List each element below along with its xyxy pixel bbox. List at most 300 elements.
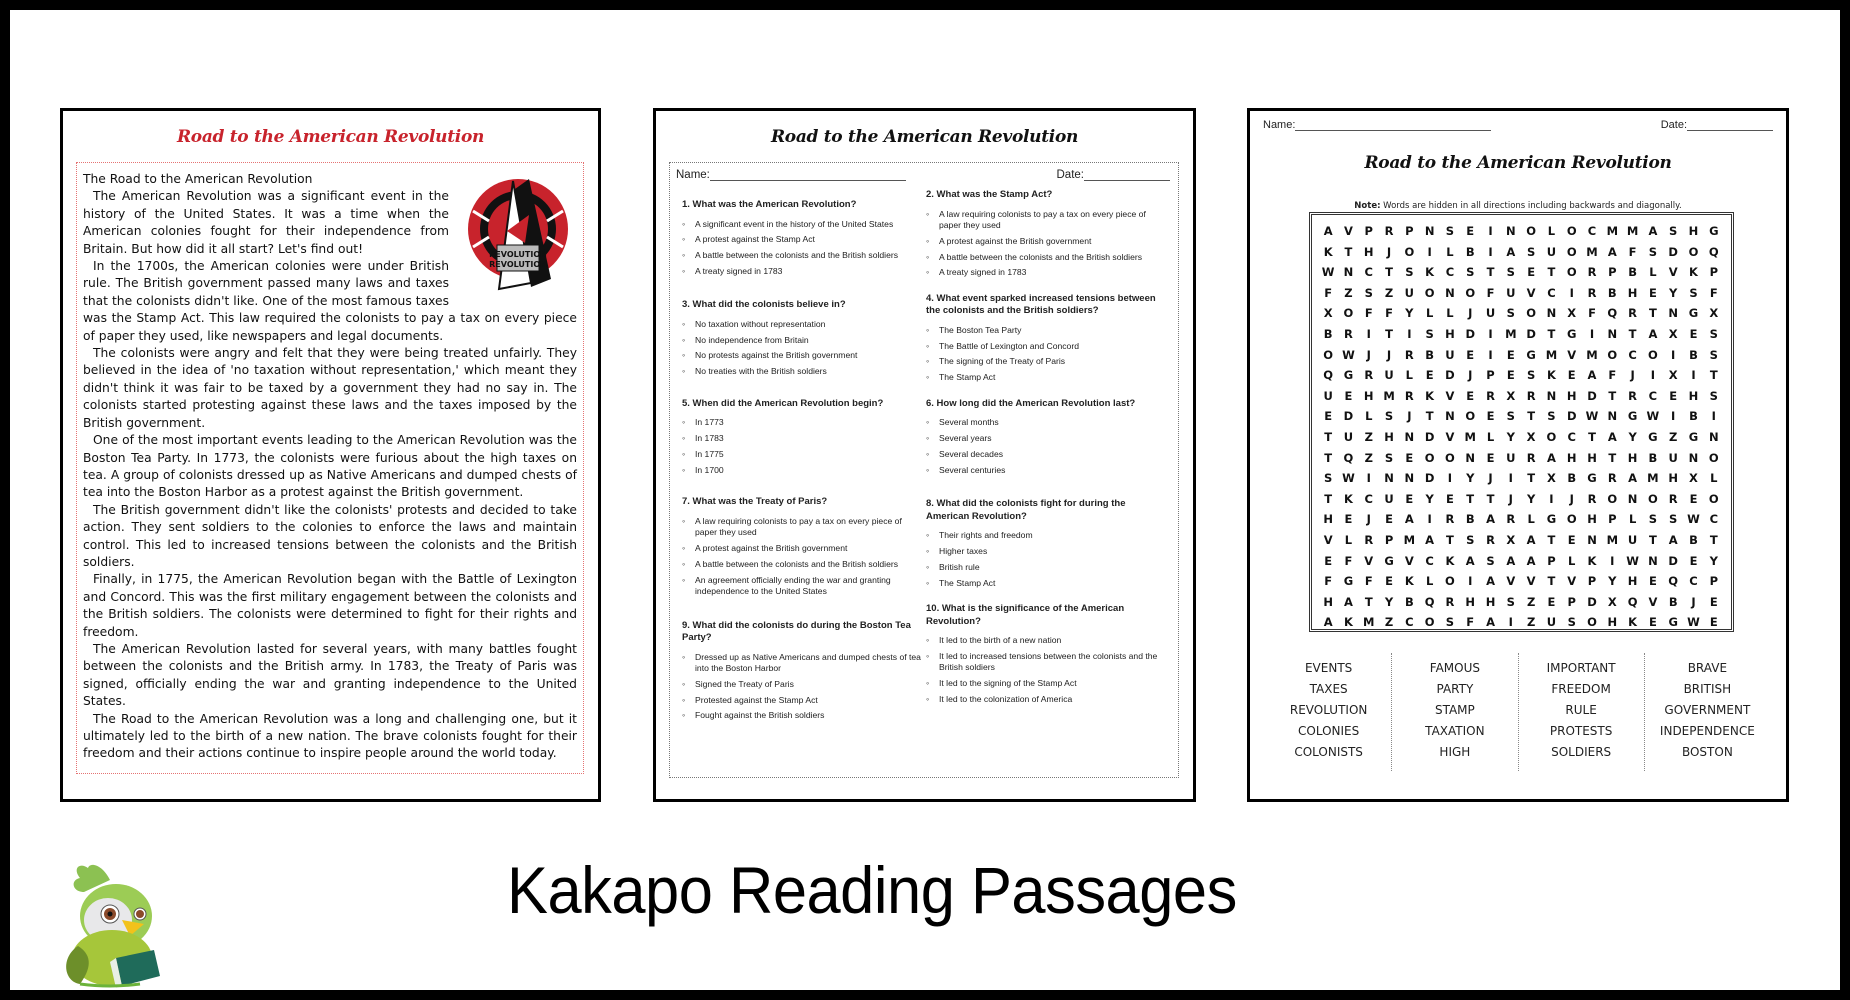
grid-letter[interactable]: G [1566,326,1577,341]
grid-letter[interactable]: G [1709,224,1719,238]
grid-letter[interactable]: K [1425,265,1435,280]
grid-letter[interactable]: Y [1405,306,1414,321]
grid-letter[interactable]: N [1465,450,1476,465]
grid-letter[interactable]: X [1607,594,1617,609]
grid-letter[interactable]: A [1607,429,1617,444]
grid-letter[interactable]: W [1585,409,1599,424]
grid-letter[interactable]: O [1566,265,1577,280]
grid-letter[interactable]: V [1506,574,1516,589]
grid-letter[interactable]: G [1546,512,1557,527]
grid-letter[interactable]: T [1648,306,1657,321]
grid-letter[interactable]: H [1587,512,1597,527]
grid-letter[interactable]: D [1587,388,1597,403]
grid-letter[interactable]: Q [1343,450,1354,465]
grid-letter[interactable]: B [1425,347,1435,362]
grid-letter[interactable]: I [1366,326,1371,341]
grid-letter[interactable]: S [1547,409,1556,424]
grid-letter[interactable]: I [1427,244,1432,259]
grid-letter[interactable]: C [1364,491,1373,506]
grid-letter[interactable]: U [1485,306,1496,321]
grid-letter[interactable]: E [1648,285,1657,300]
grid-letter[interactable]: O [1587,615,1597,630]
grid-letter[interactable]: G [1587,471,1597,486]
grid-letter[interactable]: R [1404,347,1414,362]
grid-letter[interactable]: W [1646,409,1660,424]
grid-letter[interactable]: E [1709,615,1718,630]
grid-letter[interactable]: E [1344,512,1353,527]
grid-letter[interactable]: V [1526,285,1536,300]
grid-letter[interactable]: V [1364,553,1374,568]
grid-letter[interactable]: T [1527,471,1536,486]
grid-letter[interactable]: F [1608,368,1617,383]
grid-letter[interactable]: F [1324,285,1333,300]
grid-letter[interactable]: U [1627,532,1638,547]
grid-letter[interactable]: C [1689,574,1698,589]
grid-letter[interactable]: N [1445,409,1455,424]
grid-letter[interactable]: T [1344,244,1353,259]
grid-letter[interactable]: A [1546,450,1556,465]
grid-letter[interactable]: H [1668,471,1678,486]
grid-letter[interactable]: W [1342,471,1355,486]
grid-letter[interactable]: B [1465,512,1475,527]
grid-letter[interactable]: K [1445,553,1455,568]
grid-letter[interactable]: E [1709,594,1718,609]
grid-letter[interactable]: X [1546,471,1556,486]
grid-letter[interactable]: U [1323,388,1333,403]
grid-letter[interactable]: G [1688,306,1699,321]
grid-letter[interactable]: X [1506,388,1516,403]
grid-letter[interactable]: Z [1384,285,1394,300]
grid-letter[interactable]: S [1669,224,1678,238]
grid-letter[interactable]: N [1424,224,1435,238]
grid-letter[interactable]: E [1689,326,1698,341]
grid-letter[interactable]: I [1447,471,1453,486]
grid-letter[interactable]: O [1648,491,1658,506]
grid-letter[interactable]: I [1407,326,1412,341]
grid-letter[interactable]: A [1526,532,1536,547]
grid-letter[interactable]: E [1324,553,1333,568]
grid-letter[interactable]: F [1364,574,1373,589]
grid-letter[interactable]: G [1384,553,1394,568]
grid-letter[interactable]: S [1425,326,1434,341]
grid-letter[interactable]: L [1405,368,1413,383]
grid-letter[interactable]: H [1607,615,1618,630]
grid-letter[interactable]: F [1486,285,1495,300]
grid-letter[interactable]: G [1648,429,1658,444]
grid-letter[interactable]: V [1567,574,1577,589]
grid-letter[interactable]: K [1323,244,1333,259]
grid-letter[interactable]: V [1445,388,1455,403]
grid-letter[interactable]: C [1547,285,1556,300]
grid-letter[interactable]: A [1506,244,1516,259]
grid-letter[interactable]: E [1385,574,1393,589]
grid-letter[interactable]: I [1549,491,1554,506]
grid-letter[interactable]: S [1526,244,1536,259]
grid-letter[interactable]: V [1404,553,1414,568]
grid-letter[interactable]: P [1405,224,1414,238]
grid-letter[interactable]: V [1323,532,1333,547]
grid-letter[interactable]: R [1628,306,1638,321]
grid-letter[interactable]: W [1626,553,1639,568]
grid-letter[interactable]: Y [1526,491,1536,506]
grid-letter[interactable]: T [1547,326,1556,341]
grid-letter[interactable]: B [1689,409,1698,424]
grid-letter[interactable]: R [1364,532,1374,547]
grid-letter[interactable]: R [1404,388,1414,403]
grid-letter[interactable]: K [1343,615,1353,630]
grid-letter[interactable]: L [1527,512,1535,527]
grid-letter[interactable]: S [1506,265,1515,280]
grid-letter[interactable]: Y [1669,285,1678,300]
grid-letter[interactable]: C [1628,347,1637,362]
grid-letter[interactable]: R [1526,450,1536,465]
grid-letter[interactable]: J [1468,306,1473,321]
grid-letter[interactable]: I [1569,285,1574,300]
grid-letter[interactable]: H [1566,450,1577,465]
grid-letter[interactable]: P [1567,594,1576,609]
grid-letter[interactable]: S [1466,532,1475,547]
grid-letter[interactable]: W [1342,347,1355,362]
grid-letter[interactable]: E [1446,491,1454,506]
grid-letter[interactable]: R [1445,594,1455,609]
grid-letter[interactable]: U [1668,450,1678,465]
grid-letter[interactable]: D [1424,471,1435,486]
grid-letter[interactable]: I [1671,347,1676,362]
grid-letter[interactable]: S [1506,409,1515,424]
grid-letter[interactable]: R [1587,491,1597,506]
grid-letter[interactable]: T [1709,532,1718,547]
grid-letter[interactable]: E [1466,347,1475,362]
grid-letter[interactable]: E [1486,450,1495,465]
grid-letter[interactable]: K [1587,553,1597,568]
grid-letter[interactable]: C [1425,553,1434,568]
grid-letter[interactable]: M [1606,532,1619,547]
grid-letter[interactable]: I [1488,244,1493,259]
grid-letter[interactable]: I [1610,553,1615,568]
grid-letter[interactable]: H [1485,594,1496,609]
grid-letter[interactable]: I [1366,471,1371,486]
grid-letter[interactable]: O [1465,285,1476,300]
grid-letter[interactable]: S [1648,512,1658,527]
grid-letter[interactable]: H [1688,388,1699,403]
grid-letter[interactable]: N [1607,409,1618,424]
grid-letter[interactable]: O [1424,450,1435,465]
grid-letter[interactable]: S [1486,553,1495,568]
grid-letter[interactable]: C [1364,265,1373,280]
grid-letter[interactable]: N [1384,471,1394,486]
grid-letter[interactable]: N [1708,429,1719,444]
grid-letter[interactable]: J [1569,491,1574,506]
grid-letter[interactable]: H [1465,594,1476,609]
grid-letter[interactable]: S [1669,512,1678,527]
grid-letter[interactable]: X [1567,306,1577,321]
grid-letter[interactable]: E [1466,388,1475,403]
grid-letter[interactable]: J [1508,491,1513,506]
grid-letter[interactable]: K [1628,615,1638,630]
grid-letter[interactable]: P [1384,532,1394,547]
grid-letter[interactable]: T [1466,491,1475,506]
grid-letter[interactable]: M [1545,347,1558,362]
grid-letter[interactable]: B [1628,265,1637,280]
grid-letter[interactable]: V [1526,574,1536,589]
grid-letter[interactable]: L [1425,306,1434,321]
grid-letter[interactable]: E [1527,265,1536,280]
grid-letter[interactable]: E [1689,553,1698,568]
grid-letter[interactable]: A [1486,615,1495,630]
grid-letter[interactable]: D [1343,409,1354,424]
grid-letter[interactable]: X [1689,471,1698,486]
grid-letter[interactable]: I [1488,326,1493,341]
grid-letter[interactable]: O [1404,244,1415,259]
grid-letter[interactable]: I [1488,224,1493,238]
grid-letter[interactable]: X [1709,306,1719,321]
grid-letter[interactable]: I [1508,471,1513,486]
grid-letter[interactable]: U [1506,450,1516,465]
grid-letter[interactable]: N [1587,532,1597,547]
grid-letter[interactable]: S [1709,388,1718,403]
grid-letter[interactable]: R [1607,471,1617,486]
grid-letter[interactable]: Q [1708,244,1719,259]
grid-letter[interactable]: R [1587,285,1597,300]
grid-letter[interactable]: P [1364,224,1373,238]
grid-letter[interactable]: L [1425,574,1434,589]
grid-letter[interactable]: S [1384,409,1394,424]
grid-letter[interactable]: F [1628,244,1637,259]
grid-letter[interactable]: I [1650,368,1656,383]
grid-letter[interactable]: N [1546,388,1557,403]
grid-letter[interactable]: T [1547,265,1556,280]
grid-letter[interactable]: V [1445,429,1455,444]
grid-letter[interactable]: S [1405,265,1414,280]
grid-letter[interactable]: B [1607,285,1617,300]
grid-letter[interactable]: B [1323,326,1333,341]
grid-letter[interactable]: A [1628,471,1638,486]
grid-letter[interactable]: R [1344,326,1353,341]
grid-letter[interactable]: O [1546,429,1557,444]
grid-letter[interactable]: H [1445,326,1455,341]
grid-letter[interactable]: M [1403,532,1416,547]
grid-letter[interactable]: N [1404,471,1415,486]
grid-letter[interactable]: D [1465,326,1475,341]
grid-letter[interactable]: S [1506,594,1515,609]
grid-letter[interactable]: Y [1384,594,1394,609]
grid-letter[interactable]: M [1586,244,1598,259]
grid-letter[interactable]: A [1526,553,1536,568]
grid-letter[interactable]: W [1321,265,1335,280]
grid-letter[interactable]: K [1689,265,1698,280]
grid-letter[interactable]: T [1385,265,1393,280]
grid-letter[interactable]: G [1688,429,1699,444]
grid-letter[interactable]: Z [1526,594,1536,609]
grid-letter[interactable]: S [1709,326,1718,341]
grid-letter[interactable]: H [1323,594,1333,609]
grid-letter[interactable]: N [1404,429,1415,444]
grid-letter[interactable]: L [1365,409,1373,424]
grid-letter[interactable]: G [1668,615,1678,630]
grid-letter[interactable]: J [1366,512,1371,527]
grid-letter[interactable]: K [1425,388,1435,403]
grid-letter[interactable]: O [1566,244,1577,259]
grid-letter[interactable]: Z [1526,615,1536,630]
grid-letter[interactable]: C [1405,615,1414,630]
grid-letter[interactable]: P [1709,574,1718,589]
grid-letter[interactable]: T [1709,368,1718,383]
grid-letter[interactable]: F [1588,306,1596,321]
grid-letter[interactable]: X [1668,326,1678,341]
grid-letter[interactable]: Q [1668,574,1679,589]
grid-letter[interactable]: E [1567,532,1576,547]
grid-letter[interactable]: T [1324,491,1333,506]
grid-letter[interactable]: W [1687,512,1700,527]
grid-letter[interactable]: D [1424,429,1435,444]
grid-letter[interactable]: I [1488,347,1493,362]
grid-letter[interactable]: T [1425,409,1434,424]
grid-letter[interactable]: X [1323,306,1333,321]
grid-letter[interactable]: B [1689,347,1698,362]
grid-letter[interactable]: R [1587,265,1597,280]
grid-letter[interactable]: G [1627,409,1638,424]
grid-letter[interactable]: N [1668,306,1678,321]
grid-letter[interactable]: D [1566,409,1577,424]
grid-letter[interactable]: E [1385,512,1393,527]
grid-letter[interactable]: O [1323,347,1334,362]
grid-letter[interactable]: Z [1384,615,1394,630]
grid-letter[interactable]: V [1668,265,1678,280]
grid-letter[interactable]: N [1607,326,1618,341]
grid-letter[interactable]: D [1445,368,1455,383]
grid-letter[interactable]: E [1547,594,1556,609]
grid-letter[interactable]: H [1363,388,1374,403]
grid-letter[interactable]: A [1486,512,1495,527]
grid-letter[interactable]: T [1324,429,1333,444]
grid-letter[interactable]: A [1668,532,1678,547]
grid-letter[interactable]: T [1324,450,1333,465]
grid-letter[interactable]: R [1384,224,1394,238]
grid-letter[interactable]: M [1647,471,1659,486]
grid-letter[interactable]: C [1445,265,1455,280]
grid-letter[interactable]: A [1465,553,1475,568]
grid-letter[interactable]: O [1648,347,1658,362]
grid-letter[interactable]: A [1587,368,1597,383]
grid-letter[interactable]: E [1689,491,1698,506]
grid-letter[interactable]: R [1668,491,1678,506]
grid-letter[interactable]: Y [1608,574,1617,589]
grid-letter[interactable]: N [1648,553,1658,568]
grid-letter[interactable]: J [1691,594,1696,609]
grid-letter[interactable]: M [1586,347,1598,362]
grid-letter[interactable]: H [1587,450,1597,465]
grid-letter[interactable]: S [1506,306,1515,321]
grid-letter[interactable]: X [1526,429,1536,444]
grid-letter[interactable]: J [1468,368,1473,383]
grid-letter[interactable]: J [1366,347,1371,362]
grid-letter[interactable]: S [1709,347,1718,362]
grid-letter[interactable]: O [1526,224,1536,238]
grid-letter[interactable]: F [1466,615,1475,630]
grid-letter[interactable]: P [1547,553,1556,568]
grid-letter[interactable]: R [1364,368,1374,383]
grid-letter[interactable]: I [1589,326,1595,341]
grid-letter[interactable]: Y [1466,471,1475,486]
grid-letter[interactable]: O [1708,491,1719,506]
grid-letter[interactable]: V [1567,347,1577,362]
grid-letter[interactable]: T [1547,532,1556,547]
grid-letter[interactable]: J [1386,347,1392,362]
grid-letter[interactable]: A [1343,594,1353,609]
grid-letter[interactable]: S [1384,450,1394,465]
grid-letter[interactable]: W [1687,615,1700,630]
grid-letter[interactable]: A [1404,512,1414,527]
grid-letter[interactable]: I [1711,409,1716,424]
grid-letter[interactable]: A [1425,532,1435,547]
grid-letter[interactable]: B [1668,594,1678,609]
grid-letter[interactable]: N [1445,285,1455,300]
grid-letter[interactable]: A [1607,244,1617,259]
grid-letter[interactable]: N [1688,450,1699,465]
grid-letter[interactable]: R [1486,532,1495,547]
grid-letter[interactable]: T [1588,429,1596,444]
grid-letter[interactable]: L [1710,471,1718,486]
grid-letter[interactable]: Y [1425,491,1434,506]
grid-letter[interactable]: T [1385,326,1393,341]
grid-letter[interactable]: E [1405,450,1414,465]
grid-letter[interactable]: H [1566,388,1577,403]
grid-letter[interactable]: X [1668,368,1678,383]
grid-letter[interactable]: Q [1607,306,1618,321]
grid-letter[interactable]: O [1566,512,1577,527]
grid-letter[interactable]: O [1445,574,1455,589]
grid-letter[interactable]: A [1323,224,1333,238]
grid-letter[interactable]: E [1669,388,1678,403]
grid-letter[interactable]: F [1385,306,1393,321]
grid-letter[interactable]: S [1445,224,1455,238]
grid-letter[interactable]: Q [1627,594,1638,609]
grid-letter[interactable]: M [1606,224,1619,238]
grid-letter[interactable]: U [1384,368,1394,383]
grid-letter[interactable]: M [1383,388,1395,403]
grid-letter[interactable]: A [1506,553,1516,568]
grid-letter[interactable]: T [1547,574,1556,589]
grid-letter[interactable]: N [1627,491,1638,506]
grid-letter[interactable]: I [1468,574,1473,589]
grid-letter[interactable]: L [1649,265,1657,280]
grid-letter[interactable]: S [1526,368,1536,383]
grid-letter[interactable]: H [1384,429,1394,444]
grid-letter[interactable]: E [1567,368,1576,383]
grid-letter[interactable]: N [1343,265,1354,280]
grid-letter[interactable]: L [1344,532,1353,547]
grid-letter[interactable]: O [1688,244,1699,259]
grid-letter[interactable]: F [1344,553,1353,568]
grid-letter[interactable]: L [1446,306,1454,321]
grid-letter[interactable]: S [1445,615,1455,630]
grid-letter[interactable]: H [1688,224,1699,238]
grid-letter[interactable]: S [1324,471,1333,486]
grid-letter[interactable]: Z [1669,429,1678,444]
grid-letter[interactable]: O [1445,450,1455,465]
grid-letter[interactable]: L [1486,429,1495,444]
grid-letter[interactable]: J [1630,368,1635,383]
grid-letter[interactable]: Z [1364,429,1373,444]
grid-letter[interactable]: M [1363,615,1375,630]
grid-letter[interactable]: O [1343,306,1354,321]
grid-letter[interactable]: N [1546,306,1557,321]
grid-letter[interactable]: C [1648,388,1658,403]
grid-letter[interactable]: J [1488,471,1493,486]
grid-letter[interactable]: P [1587,574,1597,589]
grid-letter[interactable]: T [1486,491,1495,506]
grid-letter[interactable]: Q [1424,594,1435,609]
